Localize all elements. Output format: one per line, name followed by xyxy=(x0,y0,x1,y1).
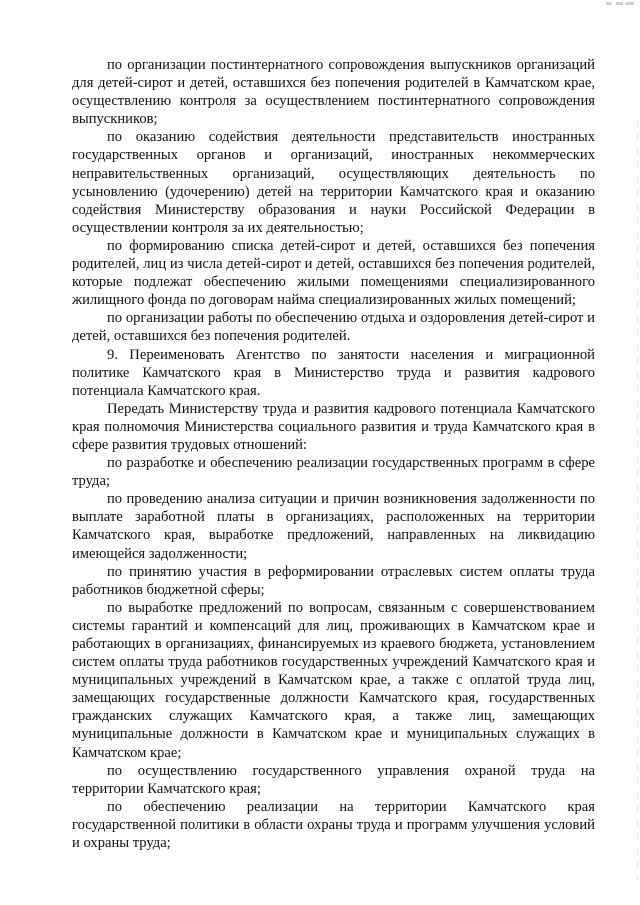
paragraph-foreign-representations: по оказанию содействия деятельности представительств иностранных государственных органов и организаций, иностранных некоммерческих неправительственных организаций, осуществляющих деятельность по усыновлению (удочерению) детей на территории Камчатского края и оказанию содействия Министерству образования и науки Российской Федерации в осуществлении контроля за их деятельностью; xyxy=(72,129,595,236)
paragraph-labor-programs: по разработке и обеспечению реализации государственных программ в сфере труда; xyxy=(72,455,595,490)
paragraph-wage-arrears-analysis: по проведению анализа ситуации и причин возникновения задолженности по выплате заработной платы в организациях, расположенных на территории Камчатского края, выработке предложений, направленных на ликвидацию имеющейся задолженности; xyxy=(72,491,595,562)
paragraph-labor-safety-policy: по обеспечению реализации на территории Камчатского края государственной политики в области охраны труда и программ улучшения условий и охраны труда; xyxy=(72,798,595,852)
paragraph-transfer-powers: Передать Министерству труда и развития кадрового потенциала Камчатского края полномочия Министерства социального развития и труда Камчатского края в сфере развития трудовых отношений: xyxy=(72,400,595,453)
document-page xyxy=(72,56,595,852)
paragraph-pay-system-reform: по принятию участия в реформировании отраслевых систем оплаты труда работников бюджетной сферы; xyxy=(72,563,595,598)
paragraph-orphan-recreation: по организации работы по обеспечению отдыха и оздоровления детей-сирот и детей, оставшихся без попечения родителей. xyxy=(72,310,595,345)
scan-edge-artifact xyxy=(637,120,638,880)
paragraph-orphan-housing-list: по формированию списка детей-сирот и детей, оставшихся без попечения родителей, лиц из числа детей-сирот и детей, оставшихся без попечения родителей, которые подлежат обеспечению жилыми помещениями специализированного жилищного фонда по договорам найма специализированных жилых помещений; xyxy=(72,237,595,309)
paragraph-guarantees-compensation: по выработке предложений по вопросам, связанным с совершенствованием системы гарантий и компенсаций для лиц, проживающих в Камчатском крае и работающих в организациях, финансируемых из краевого бюджета, установлением систем оплаты труда работников государственных учреждений Камчатского края и муниципальных учреждений в Камчатском крае, а также с оплатой труда лиц, замещающих государственные должности Камчатского края, государственных гражданских служащих Камчатского края, а также лиц, замещающих муниципальные должности в Камчатском крае и муниципальных служащих в Камчатском крае; xyxy=(72,599,595,761)
scan-artifact xyxy=(606,2,634,5)
paragraph-postinternat-support: по организации постинтернатного сопровождения выпускников организаций для детей-сирот и детей, оставшихся без попечения родителей в Камчатском крае, осуществлению контроля за осуществлением постинтернатного сопровождения выпускников; xyxy=(72,57,595,128)
paragraph-item-9-rename-agency: 9. Переименовать Агентство по занятости населения и миграционной политике Камчатского края в Министерство труда и развития кадрового потенциала Камчатского края. xyxy=(72,346,595,399)
paragraph-labor-safety-management: по осуществлению государственного управления охраной труда на территории Камчатского края; xyxy=(72,762,595,797)
